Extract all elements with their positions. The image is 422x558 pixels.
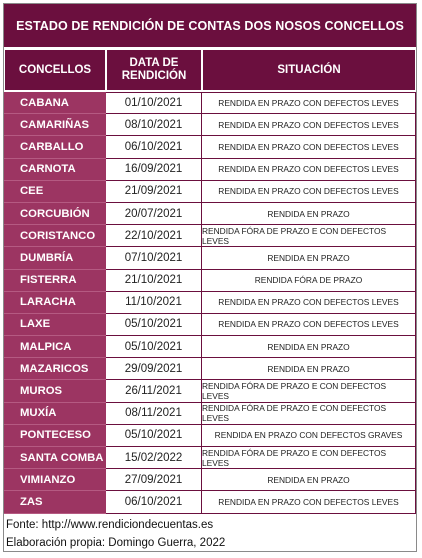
table-row: [4, 358, 416, 380]
cell-data: 08/11/2021: [106, 403, 202, 425]
cell-data: 05/10/2021: [106, 336, 202, 358]
cell-concello: CORCUBIÓN: [4, 203, 106, 225]
cell-situacion: RENDIDA EN PRAZO CON DEFECTOS LEVES: [202, 491, 416, 513]
cell-data: 07/10/2021: [106, 247, 202, 269]
cell-situacion: RENDIDA EN PRAZO CON DEFECTOS LEVES: [202, 314, 416, 336]
cell-situacion: RENDIDA EN PRAZO CON DEFECTOS LEVES: [202, 92, 416, 114]
table-row: [4, 469, 416, 491]
cell-data: 08/10/2021: [106, 114, 202, 136]
cell-data: 21/10/2021: [106, 270, 202, 292]
cell-concello: MAZARICOS: [4, 358, 106, 380]
footer-author: Elaboración propia: Domingo Guerra, 2022: [6, 537, 226, 549]
cell-data: 06/10/2021: [106, 136, 202, 158]
table-header-row: [4, 49, 416, 91]
cell-concello: MUROS: [4, 380, 106, 402]
cell-concello: CORISTANCO: [4, 225, 106, 247]
table-row: [4, 114, 416, 136]
cell-data: 05/10/2021: [106, 425, 202, 447]
table-row: [4, 292, 416, 314]
cell-situacion: RENDIDA FÓRA DE PRAZO E CON DEFECTOS LEVES: [202, 380, 416, 402]
footer-source: Fonte: http://www.rendiciondecuentas.es: [6, 519, 214, 531]
table-row: [4, 92, 416, 114]
cell-data: 27/09/2021: [106, 469, 202, 491]
cell-data: 22/10/2021: [106, 225, 202, 247]
table-row: [4, 225, 416, 247]
cell-situacion: RENDIDA EN PRAZO CON DEFECTOS LEVES: [202, 159, 416, 181]
cell-concello: CEE: [4, 181, 106, 203]
cell-data: 05/10/2021: [106, 314, 202, 336]
cell-situacion: RENDIDA FÓRA DE PRAZO E CON DEFECTOS LEVES: [202, 447, 416, 469]
cell-situacion: RENDIDA EN PRAZO: [202, 203, 416, 225]
table-row: [4, 270, 416, 292]
cell-concello: MUXÍA: [4, 403, 106, 425]
table-row: [4, 159, 416, 181]
cell-situacion: RENDIDA EN PRAZO: [202, 469, 416, 491]
table-body: [4, 92, 416, 514]
cell-concello: LARACHA: [4, 292, 106, 314]
cell-concello: ZAS: [4, 491, 106, 513]
table-row: [4, 314, 416, 336]
cell-situacion: RENDIDA EN PRAZO CON DEFECTOS LEVES: [202, 292, 416, 314]
table-row: [4, 447, 416, 469]
cell-data: 16/09/2021: [106, 159, 202, 181]
cell-data: 11/10/2021: [106, 292, 202, 314]
table-row: [4, 336, 416, 358]
cell-concello: CARBALLO: [4, 136, 106, 158]
cell-situacion: RENDIDA EN PRAZO CON DEFECTOS LEVES: [202, 181, 416, 203]
cell-data: 29/09/2021: [106, 358, 202, 380]
cell-concello: PONTECESO: [4, 425, 106, 447]
cell-data: 01/10/2021: [106, 92, 202, 114]
cell-situacion: RENDIDA EN PRAZO: [202, 247, 416, 269]
cell-concello: DUMBRÍA: [4, 247, 106, 269]
table-row: [4, 203, 416, 225]
cell-concello: SANTA COMBA: [4, 447, 106, 469]
table-title: ESTADO DE RENDICIÓN DE CONTAS DOS NOSOS CONCELLOS: [4, 4, 416, 47]
cell-concello: LAXE: [4, 314, 106, 336]
cell-situacion: RENDIDA FÓRA DE PRAZO E CON DEFECTOS LEVES: [202, 225, 416, 247]
cell-situacion: RENDIDA EN PRAZO: [202, 336, 416, 358]
table-row: [4, 247, 416, 269]
cell-situacion: RENDIDA EN PRAZO CON DEFECTOS GRAVES: [202, 425, 416, 447]
table-row: [4, 181, 416, 203]
cell-concello: CARNOTA: [4, 159, 106, 181]
cell-concello: CABANA: [4, 92, 106, 114]
cell-concello: CAMARIÑAS: [4, 114, 106, 136]
cell-situacion: RENDIDA FÓRA DE PRAZO E CON DEFECTOS LEVES: [202, 403, 416, 425]
cell-data: 21/09/2021: [106, 181, 202, 203]
cell-concello: VIMIANZO: [4, 469, 106, 491]
cell-data: 15/02/2022: [106, 447, 202, 469]
cell-concello: FISTERRA: [4, 270, 106, 292]
cell-situacion: RENDIDA EN PRAZO CON DEFECTOS LEVES: [202, 136, 416, 158]
cell-situacion: RENDIDA FÓRA DE PRAZO: [202, 270, 416, 292]
table-row: [4, 425, 416, 447]
header-concellos: CONCELLOS: [4, 49, 106, 91]
header-data-rendicion: DATA DE RENDICIÓN: [106, 49, 202, 91]
table-row: [4, 136, 416, 158]
cell-situacion: RENDIDA EN PRAZO: [202, 358, 416, 380]
table-row: [4, 491, 416, 513]
table-footer: [4, 516, 418, 552]
table-row: [4, 380, 416, 402]
header-situacion: SITUACIÓN: [202, 49, 416, 91]
table-row: [4, 403, 416, 425]
cell-data: 06/10/2021: [106, 491, 202, 513]
cell-data: 26/11/2021: [106, 380, 202, 402]
cell-data: 20/07/2021: [106, 203, 202, 225]
cell-concello: MALPICA: [4, 336, 106, 358]
cell-situacion: RENDIDA EN PRAZO CON DEFECTOS LEVES: [202, 114, 416, 136]
